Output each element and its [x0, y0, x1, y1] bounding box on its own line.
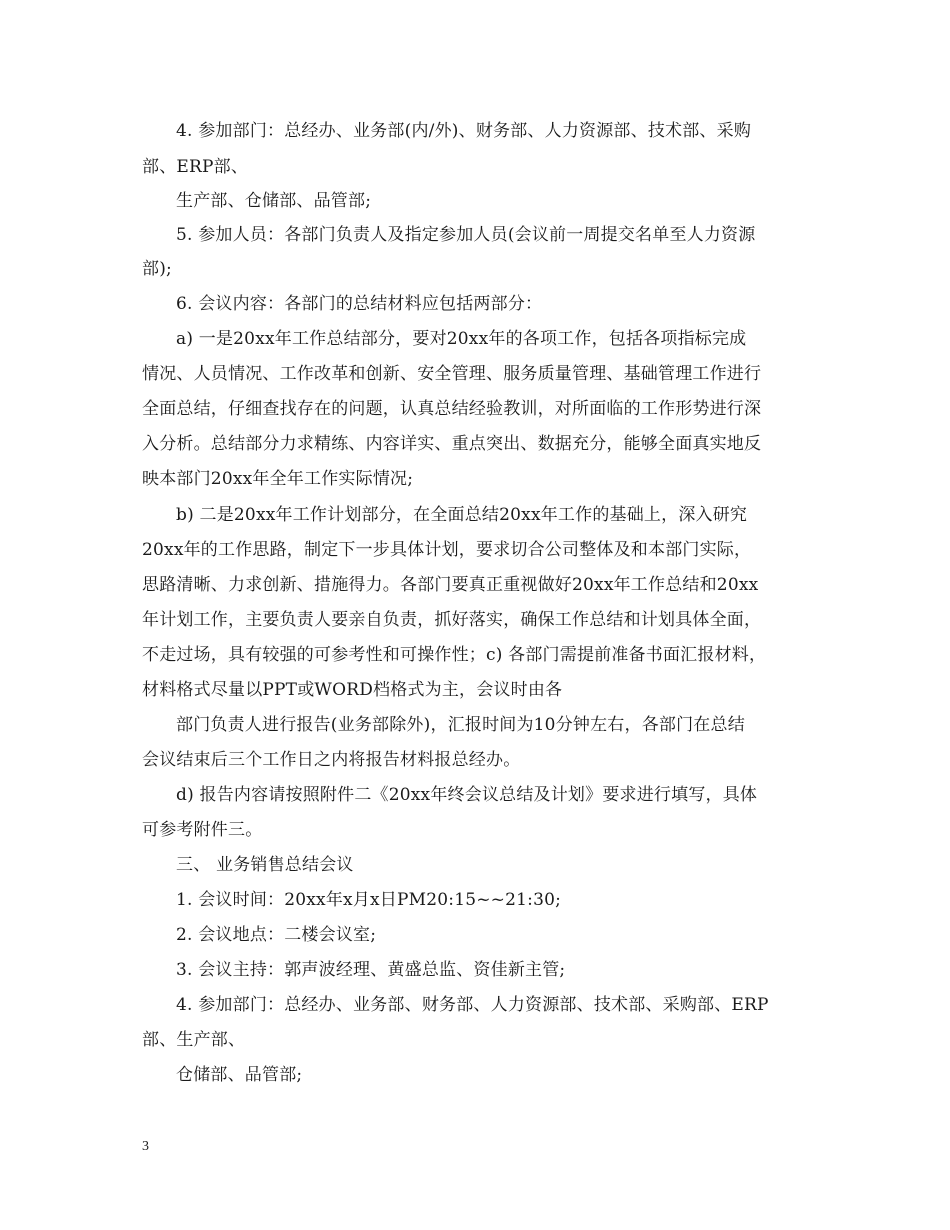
text-line: 2. 会议地点：二楼会议室;: [176, 925, 377, 945]
text-line: 材料格式尽量以PPT或WORD档格式为主，会议时由各: [142, 680, 563, 700]
text-line: 思路清晰、力求创新、措施得力。各部门要真正重视做好20xx年工作总结和20xx: [142, 575, 759, 595]
text-line: d) 报告内容请按照附件二《20xx年终会议总结及计划》要求进行填写，具体: [176, 785, 758, 805]
text-line: 可参考附件三。: [142, 820, 263, 840]
text-line: 情况、人员情况、工作改革和创新、安全管理、服务质量管理、基础管理工作进行: [142, 364, 762, 384]
text-line: 部门负责人进行报告(业务部除外)，汇报时间为10分钟左右，各部门在总结: [176, 715, 745, 735]
text-line: 映本部门20xx年全年工作实际情况;: [142, 469, 414, 489]
text-line: 1. 会议时间：20xx年x月x日PM20:15~~21:30;: [176, 890, 562, 910]
text-line: 年计划工作，主要负责人要亲自负责，抓好落实，确保工作总结和计划具体全面，: [142, 610, 762, 630]
text-line: a) 一是20xx年工作总结部分，要对20xx年的各项工作，包括各项指标完成: [176, 329, 747, 349]
page-number: 3: [142, 1139, 149, 1154]
text-line: 部、ERP部、: [142, 157, 249, 177]
text-line: 20xx年的工作思路，制定下一步具体计划，要求切合公司整体及和本部门实际，: [142, 540, 752, 560]
text-line: 部);: [142, 259, 172, 279]
text-line: b) 二是20xx年工作计划部分，在全面总结20xx年工作的基础上，深入研究: [176, 505, 748, 525]
text-line: 6. 会议内容：各部门的总结材料应包括两部分：: [176, 294, 543, 314]
text-line: 5. 参加人员：各部门负责人及指定参加人员(会议前一周提交名单至人力资源: [176, 225, 756, 245]
text-line: 4. 参加部门：总经办、业务部、财务部、人力资源部、技术部、采购部、ERP: [176, 995, 769, 1015]
text-line: 4. 参加部门：总经办、业务部(内/外)、财务部、人力资源部、技术部、采购: [176, 121, 752, 141]
text-line: 不走过场，具有较强的可参考性和可操作性；c) 各部门需提前准备书面汇报材料，: [142, 645, 767, 665]
text-line: 生产部、仓储部、品管部;: [176, 191, 372, 211]
text-line: 仓储部、品管部;: [176, 1065, 303, 1085]
text-line: 3. 会议主持：郭声波经理、黄盛总监、资佳新主管;: [176, 960, 566, 980]
text-line: 部、生产部、: [142, 1030, 246, 1050]
text-line: 会议结束后三个工作日之内将报告材料报总经办。: [142, 750, 521, 770]
section-heading: 三、 业务销售总结会议: [176, 855, 354, 875]
text-line: 入分析。总结部分力求精练、内容详实、重点突出、数据充分，能够全面真实地反: [142, 434, 762, 454]
text-line: 全面总结，仔细查找存在的问题，认真总结经验教训，对所面临的工作形势进行深: [142, 399, 762, 419]
